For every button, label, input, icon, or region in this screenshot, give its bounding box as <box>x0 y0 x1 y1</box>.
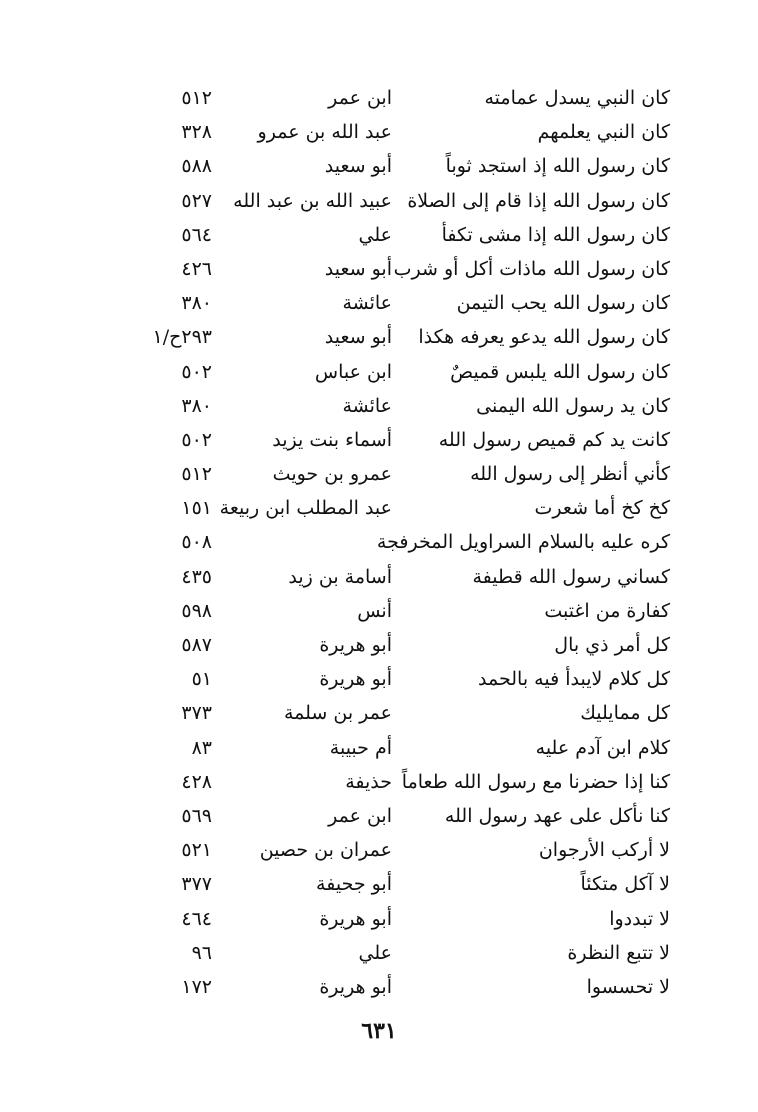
index-row <box>0 594 758 628</box>
index-row <box>0 115 758 149</box>
page-reference: ٥١٢ <box>181 463 212 486</box>
index-row <box>0 765 758 799</box>
narrator-name: علي <box>358 941 392 964</box>
index-row <box>0 252 758 286</box>
hadith-text: كان رسول الله إذا قام إلى الصلاة <box>407 189 670 212</box>
page-reference: ٥٦٩ <box>181 804 212 827</box>
index-row <box>0 149 758 183</box>
hadith-text: لا تحسسوا <box>586 975 670 998</box>
hadith-text: كان رسول الله إذ استجد ثوباً <box>445 155 670 178</box>
page-reference: ٥٨٨ <box>181 155 212 178</box>
narrator-name: عمران بن حصين <box>259 839 392 862</box>
narrator-name: عائشة <box>342 292 392 315</box>
hadith-text: كنا نأكل على عهد رسول الله <box>444 804 670 827</box>
hadith-text: كان رسول الله يلبس قميصٌ <box>450 360 670 383</box>
page-reference: ٣٨٠ <box>181 394 212 417</box>
page-reference: ٥٠٢ <box>181 360 212 383</box>
hadith-index-table <box>0 81 758 1004</box>
narrator-name: أبو هريرة <box>319 668 392 691</box>
index-row <box>0 320 758 354</box>
narrator-name: أبو سعيد <box>324 326 392 349</box>
index-row <box>0 81 758 115</box>
index-row <box>0 833 758 867</box>
narrator-name: أبو جحيفة <box>316 873 392 896</box>
page-reference: ٤٦٤ <box>181 907 212 930</box>
page-reference: ٢٩٣ح/١ <box>152 326 212 349</box>
hadith-text: كل كلام لايبدأ فيه بالحمد <box>478 668 670 691</box>
hadith-text: كأني أنظر إلى رسول الله <box>470 463 670 486</box>
page-reference: ٤٢٦ <box>181 257 212 280</box>
hadith-text: كفارة من اغتبت <box>544 599 670 622</box>
hadith-text: كساني رسول الله قطيفة <box>472 565 670 588</box>
hadith-text: كان يد رسول الله اليمنى <box>476 394 670 417</box>
narrator-name: عمر بن سلمة <box>283 702 392 725</box>
narrator-name: عبيد الله بن عبد الله <box>233 189 392 212</box>
index-row <box>0 970 758 1004</box>
hadith-text: كان رسول الله إذا مشى تكفأ <box>441 223 670 246</box>
narrator-name: ابن عمر <box>328 804 392 827</box>
index-row <box>0 389 758 423</box>
hadith-text: كان النبي يعلمهم <box>537 121 670 144</box>
hadith-text: كخ كخ أما شعرت <box>534 497 670 520</box>
index-row <box>0 218 758 252</box>
narrator-name: أبو هريرة <box>319 975 392 998</box>
index-row <box>0 491 758 525</box>
index-row <box>0 867 758 901</box>
page-reference: ٩٦ <box>191 941 212 964</box>
index-row <box>0 936 758 970</box>
hadith-text: كره عليه بالسلام السراويل المخرفجة <box>376 531 670 554</box>
narrator-name: ابن عمر <box>328 87 392 109</box>
hadith-text: لا أركب الأرجوان <box>538 839 670 862</box>
narrator-name: أسماء بنت يزيد <box>272 428 392 451</box>
page-reference: ٥٨٧ <box>181 634 212 656</box>
hadith-text: كنا إذا حضرنا مع رسول الله طعاماً <box>401 770 670 793</box>
narrator-name: أبو هريرة <box>319 907 392 930</box>
index-row <box>0 902 758 936</box>
index-row <box>0 696 758 730</box>
page-reference: ٥٠٨ <box>181 531 212 554</box>
index-row <box>0 525 758 559</box>
page-reference: ٣٧٣ <box>181 702 212 725</box>
index-row <box>0 457 758 491</box>
narrator-name: أنس <box>357 599 392 622</box>
narrator-name: أبو سعيد <box>324 257 392 280</box>
page-reference: ٥٢١ <box>181 839 212 862</box>
hadith-text: لا تبددوا <box>609 907 670 930</box>
narrator-name: أم حبيبة <box>329 736 392 759</box>
narrator-name: عمرو بن حويث <box>272 463 392 486</box>
narrator-name: علي <box>358 223 392 246</box>
narrator-name: ابن عباس <box>314 360 392 383</box>
hadith-text: لا آكل متكئاً <box>580 873 670 896</box>
page-reference: ٤٢٨ <box>181 770 212 793</box>
index-row <box>0 184 758 218</box>
page-reference: ١٥١ <box>181 497 212 520</box>
index-row <box>0 286 758 320</box>
narrator-name: أبو سعيد <box>324 155 392 178</box>
page-reference: ٣٢٨ <box>181 121 212 144</box>
narrator-name: عبد الله بن عمرو <box>257 121 392 144</box>
narrator-name: أبو هريرة <box>319 634 392 656</box>
narrator-name: أسامة بن زيد <box>288 565 392 588</box>
index-row <box>0 423 758 457</box>
page-number: ٦٣١ <box>361 1018 397 1044</box>
page-reference: ٣٨٠ <box>181 292 212 315</box>
hadith-text: لا تتبع النظرة <box>567 941 670 964</box>
page-reference: ٥٠٢ <box>181 428 212 451</box>
index-row <box>0 355 758 389</box>
hadith-text: كان النبي يسدل عمامته <box>484 87 670 109</box>
hadith-text: كل أمر ذي بال <box>554 634 670 656</box>
index-row <box>0 628 758 662</box>
index-row <box>0 799 758 833</box>
page-reference: ٣٧٧ <box>181 873 212 896</box>
page-reference: ٥٦٤ <box>181 223 212 246</box>
page-reference: ٨٣ <box>191 736 212 759</box>
page-reference: ٥١٢ <box>181 87 212 109</box>
hadith-text: كان رسول الله يحب التيمن <box>456 292 670 315</box>
page-reference: ٤٣٥ <box>181 565 212 588</box>
hadith-text: كل ممايليك <box>580 702 670 725</box>
narrator-name: عبد المطلب ابن ربيعة <box>219 497 392 520</box>
hadith-text: كانت يد كم قميص رسول الله <box>438 428 670 451</box>
narrator-name: حذيفة <box>345 770 392 793</box>
hadith-text: كلام ابن آدم عليه <box>535 736 670 759</box>
page-reference: ٥١ <box>191 668 212 691</box>
page-reference: ٥٩٨ <box>181 599 212 622</box>
narrator-name: عائشة <box>342 394 392 417</box>
index-row <box>0 662 758 696</box>
index-row <box>0 731 758 765</box>
hadith-text: كان رسول الله ماذات أكل أو شرب <box>393 257 670 280</box>
page-reference: ١٧٢ <box>181 975 212 998</box>
page-reference: ٥٢٧ <box>181 189 212 212</box>
index-row <box>0 560 758 594</box>
hadith-text: كان رسول الله يدعو يعرفه هكذا <box>418 326 670 349</box>
